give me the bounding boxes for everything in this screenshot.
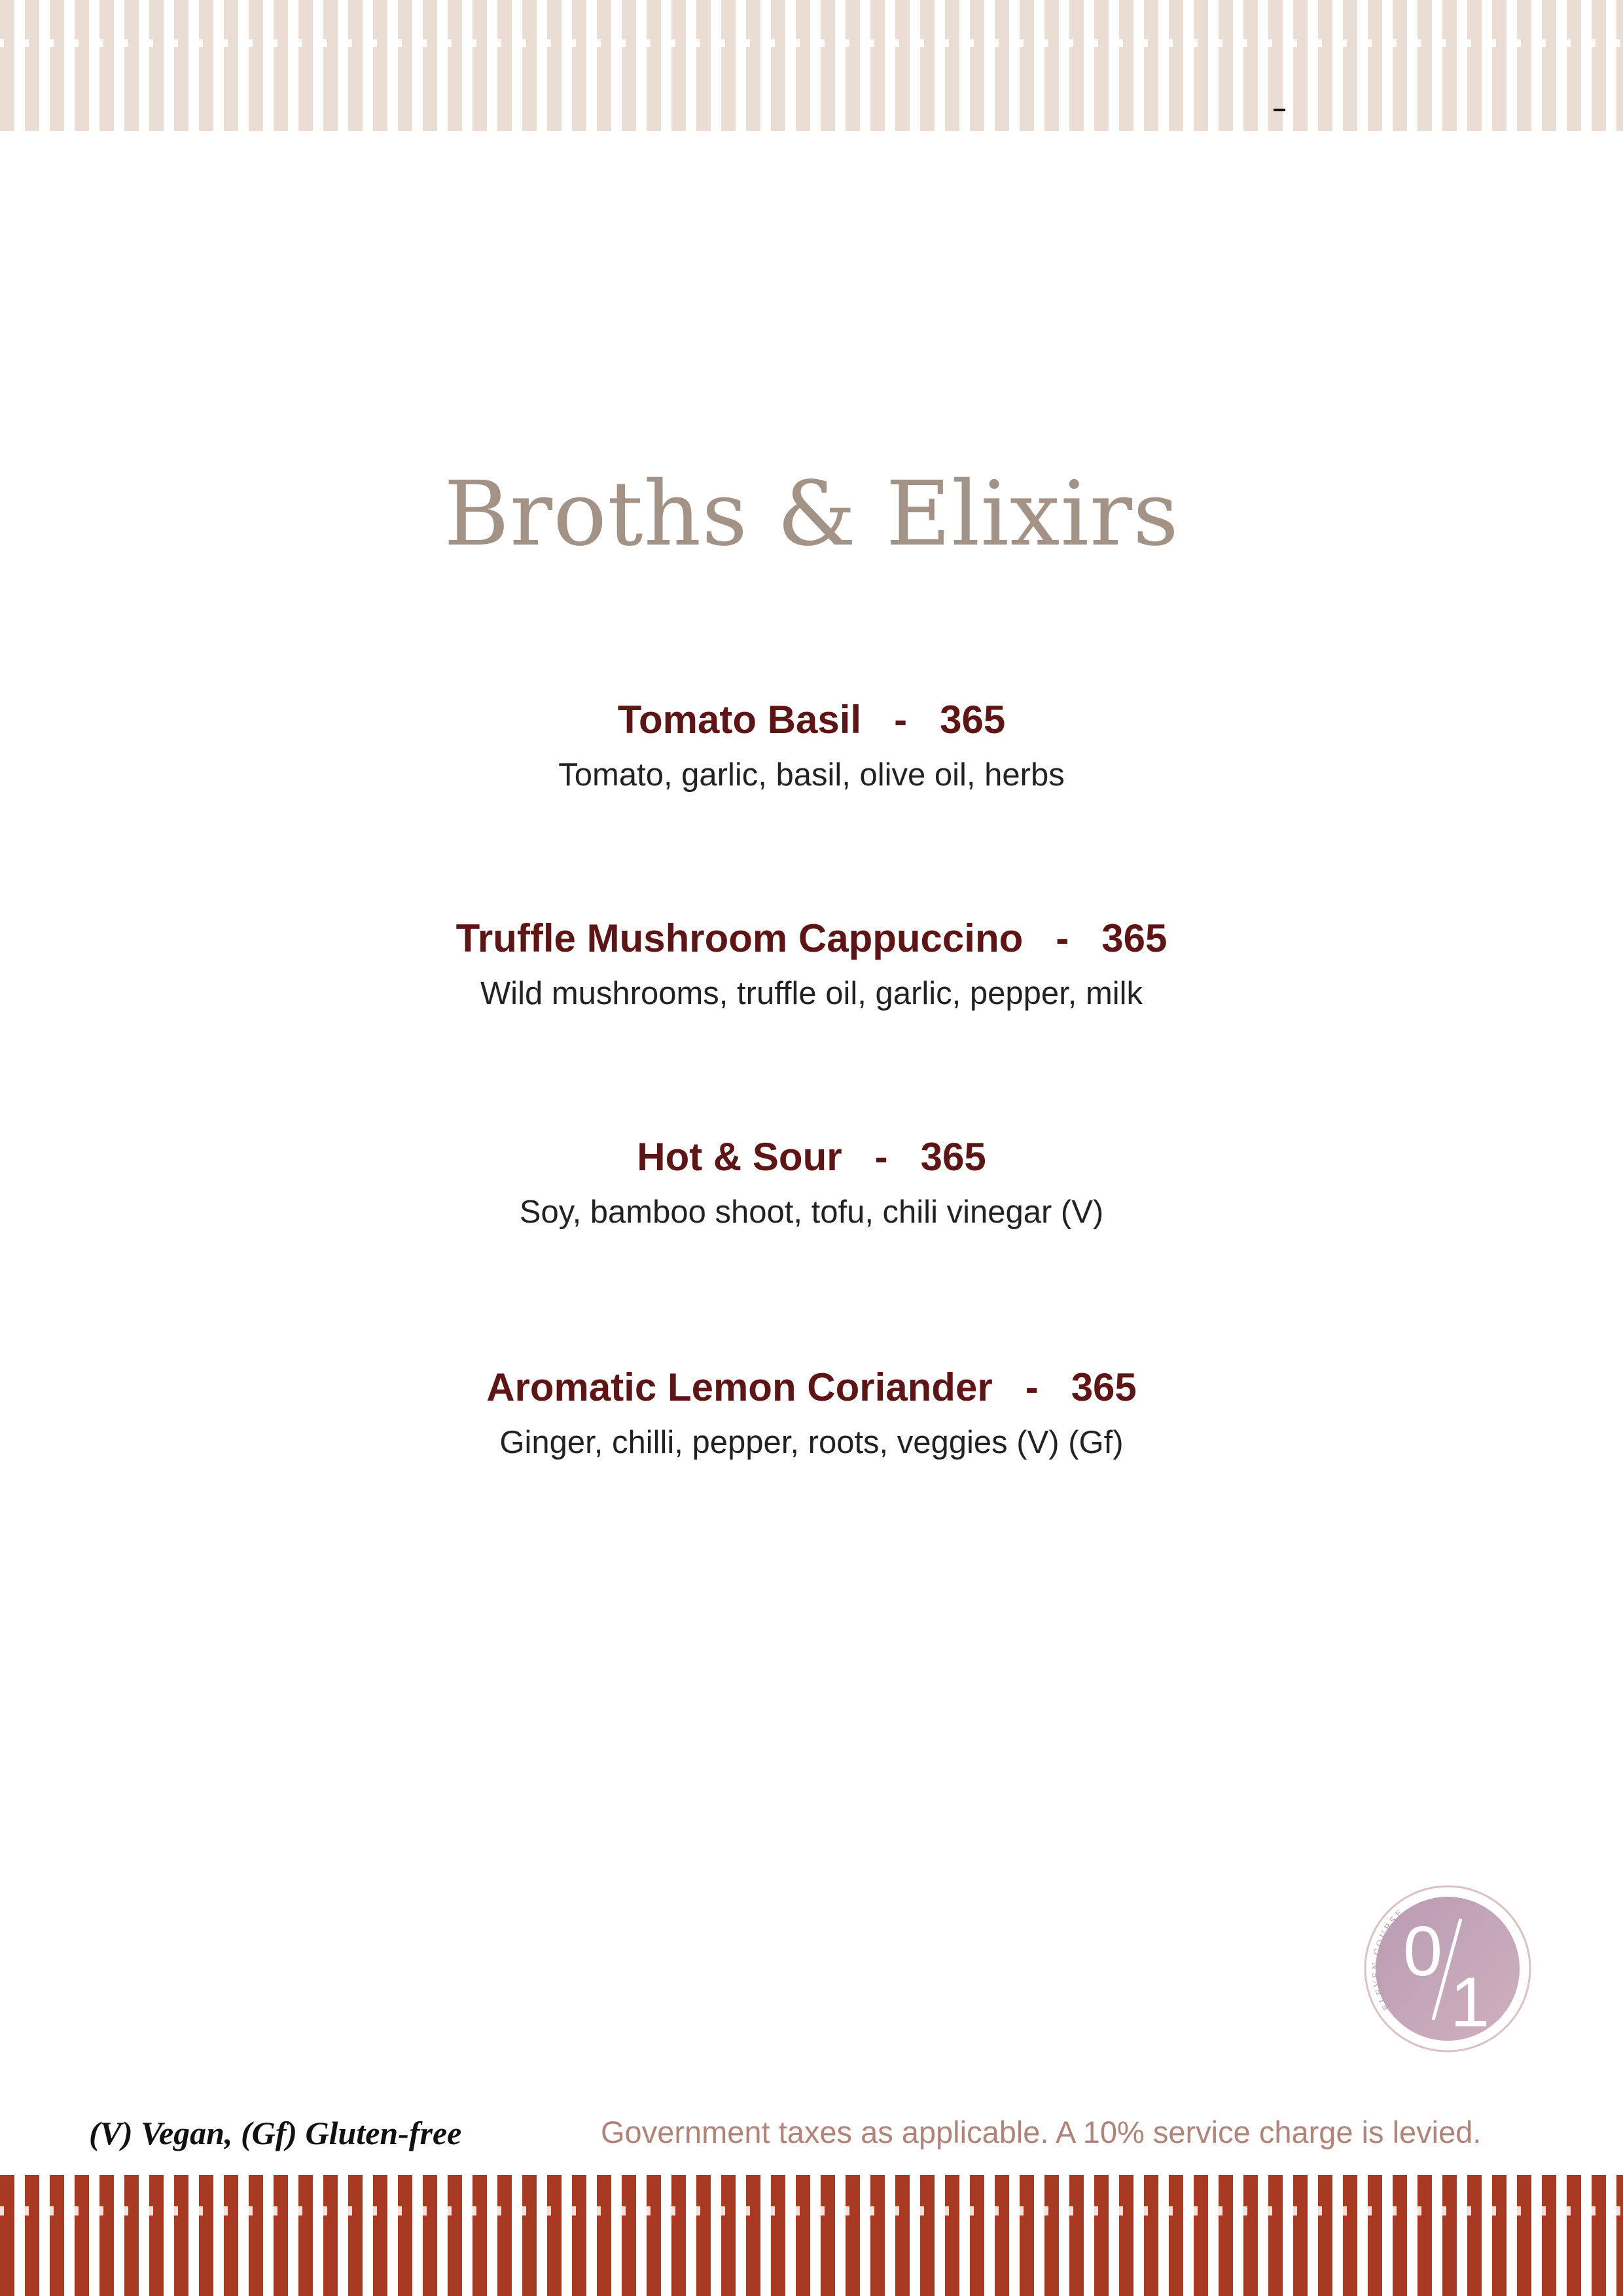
menu-item-description: Tomato, garlic, basil, olive oil, herbs [558,757,1065,793]
menu-item-heading [0,916,1623,960]
logo-denominator: 1 [1450,1962,1490,2041]
menu-item-description: Ginger, chilli, pepper, roots, veggies (V) (Gf) [499,1425,1124,1460]
menu-item-name: Truffle Mushroom Cappuccino [455,916,1024,960]
logo-numerator: 0 [1402,1911,1443,1990]
eleven-course-logo [1363,1884,1533,2054]
menu-item-description: Wild mushrooms, truffle oil, garlic, pepper, milk [480,976,1143,1011]
menu-item-heading [0,1365,1623,1409]
menu-item-price: 365 [940,698,1006,742]
menu-item-separator: - [1025,1365,1039,1409]
menu-item-heading [0,700,1623,740]
menu-item-price: 365 [1071,1365,1137,1409]
menu-item-separator: - [874,1135,888,1179]
menu-item-price: 365 [1101,916,1168,960]
header-dash-mark [1274,109,1285,111]
top-pattern-band [0,0,1623,131]
menu-item-separator: - [1056,916,1069,960]
menu-item-heading [0,1135,1623,1179]
menu-item-separator: - [894,698,908,742]
dietary-legend: (V) Vegan, (Gf) Gluten-free [89,2115,462,2151]
menu-item [0,700,1623,791]
menu-item [0,1365,1623,1460]
menu-item [0,1135,1623,1230]
menu-item-name: Aromatic Lemon Coriander [486,1365,993,1409]
tax-note: Government taxes as applicable. A 10% service charge is levied. [601,2115,1482,2149]
menu-item-name: Hot & Sour [637,1135,842,1179]
menu-item-price: 365 [920,1135,986,1179]
menu-item [0,916,1623,1011]
page-title: Broths & Elixirs [444,463,1179,566]
bottom-pattern-band [0,2175,1623,2296]
logo-ring-text: ELEVEN COURSE [1371,1907,1406,2012]
menu-item-description: Soy, bamboo shoot, tofu, chili vinegar (V) [519,1194,1104,1230]
menu-item-name: Tomato Basil [617,698,862,742]
